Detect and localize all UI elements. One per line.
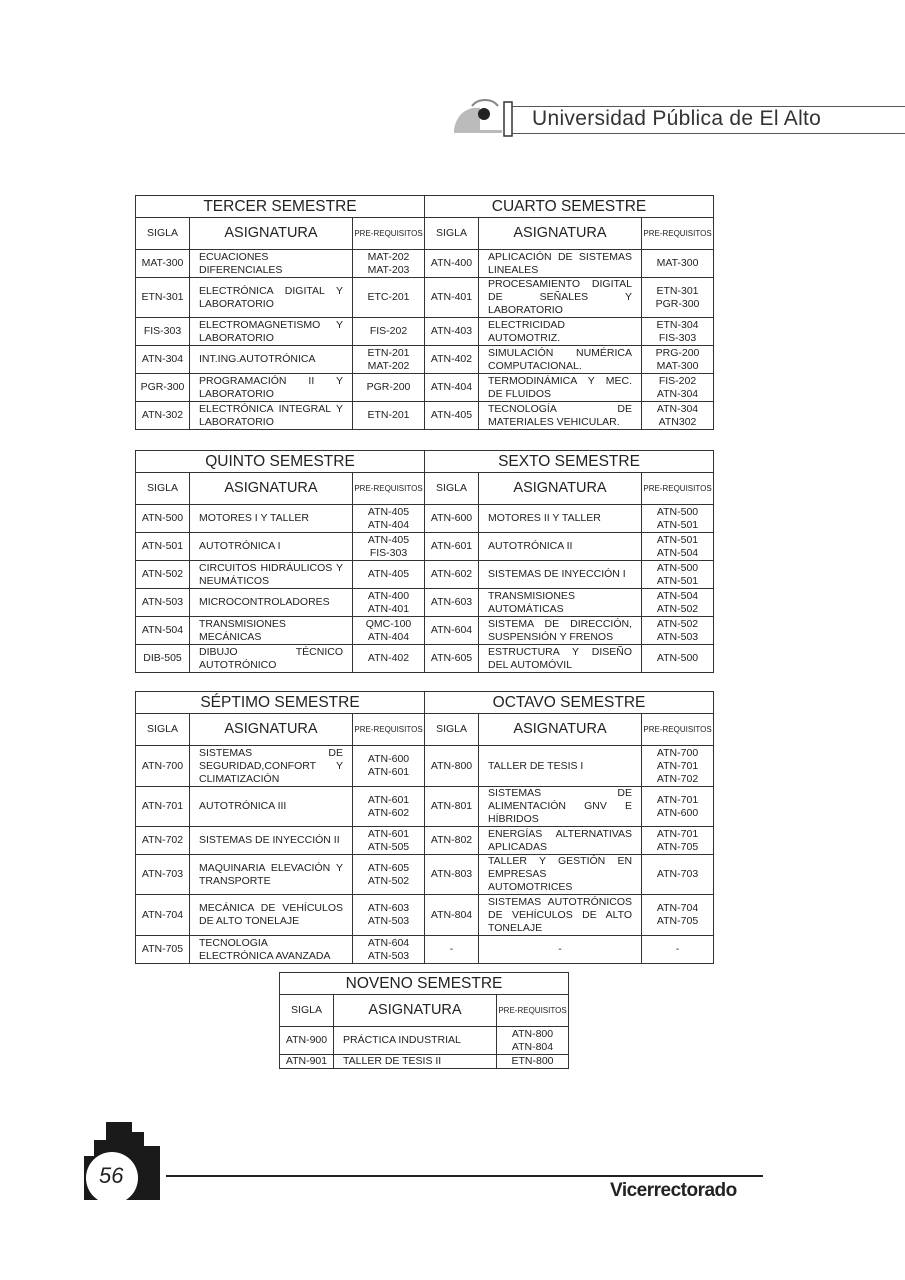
sigla-cell: ATN-901 [280,1055,334,1069]
semester-title: OCTAVO SEMESTRE [425,692,714,714]
asignatura-cell: TALLER Y GESTIÓN EN EMPRESAS AUTOMOTRICES [479,855,642,895]
asignatura-cell: AUTOTRÓNICA II [479,533,642,561]
asignatura-cell: AUTOTRÓNICA I [190,533,353,561]
semester-title: SEXTO SEMESTRE [425,451,714,473]
header-sigla: SIGLA [136,473,190,505]
prerequisitos-cell: ATN-405 [353,561,425,589]
prerequisitos-cell: ATN-700 ATN-701 ATN-702 [642,746,714,787]
prerequisitos-cell: ATN-502 ATN-503 [642,617,714,645]
asignatura-cell: AUTOTRÓNICA III [190,787,353,827]
table-row [136,318,714,346]
asignatura-cell: - [479,936,642,964]
header-sigla: SIGLA [425,473,479,505]
asignatura-cell: TECNOLOGIA ELECTRÓNICA AVANZADA [190,936,353,964]
prerequisitos-cell: PGR-200 [353,374,425,402]
header-sigla: SIGLA [136,714,190,746]
prerequisitos-cell: ATN-500 ATN-501 [642,505,714,533]
asignatura-cell: MOTORES II Y TALLER [479,505,642,533]
table-row [136,589,714,617]
header-sigla: SIGLA [136,218,190,250]
header-asignatura: ASIGNATURA [190,218,353,250]
sigla-cell: ATN-401 [425,278,479,318]
prerequisitos-cell: ATN-500 [642,645,714,673]
table-row [136,402,714,430]
table-row [136,827,714,855]
prerequisitos-cell: ATN-605 ATN-502 [353,855,425,895]
table-row [136,617,714,645]
asignatura-cell: SISTEMAS DE INYECCIÓN I [479,561,642,589]
prerequisitos-cell: ETN-201 [353,402,425,430]
asignatura-cell: SISTEMAS DE INYECCIÓN II [190,827,353,855]
prerequisitos-cell: FIS-202 ATN-304 [642,374,714,402]
prerequisitos-cell: PRG-200 MAT-300 [642,346,714,374]
noveno-semestre-table [279,972,569,1069]
prerequisitos-cell: ETN-301 PGR-300 [642,278,714,318]
table-row [136,746,714,787]
prerequisitos-cell: ATN-304 ATN302 [642,402,714,430]
header-sigla: SIGLA [280,995,334,1027]
asignatura-cell: SISTEMAS DE ALIMENTACIÓN GNV E HÍBRIDOS [479,787,642,827]
sigla-cell: ATN-501 [136,533,190,561]
asignatura-cell: TERMODINÁMICA Y MEC. DE FLUIDOS [479,374,642,402]
asignatura-cell: PROGRAMACIÓN II Y LABORATORIO [190,374,353,402]
sigla-cell: ATN-404 [425,374,479,402]
sigla-cell: ATN-400 [425,250,479,278]
prerequisitos-cell: MAT-202 MAT-203 [353,250,425,278]
prerequisitos-cell: ATN-405 FIS-303 [353,533,425,561]
sigla-cell: ETN-301 [136,278,190,318]
vicerrectorado-logo: Vicerrectorado [610,1180,737,1201]
header-asignatura: ASIGNATURA [190,714,353,746]
table-row [136,533,714,561]
header-asignatura: ASIGNATURA [190,473,353,505]
table-row [136,278,714,318]
header-prerequisitos: PRE-REQUISITOS [353,473,425,505]
sigla-cell: ATN-701 [136,787,190,827]
asignatura-cell: MICROCONTROLADORES [190,589,353,617]
prerequisitos-cell: ETC-201 [353,278,425,318]
sigla-cell: ATN-801 [425,787,479,827]
asignatura-cell: APLICACIÓN DE SISTEMAS LINEALES [479,250,642,278]
sigla-cell: ATN-402 [425,346,479,374]
sigla-cell: ATN-802 [425,827,479,855]
sigla-cell: MAT-300 [136,250,190,278]
asignatura-cell: ELECTRÓNICA INTEGRAL Y LABORATORIO [190,402,353,430]
prerequisitos-cell: MAT-300 [642,250,714,278]
semester-pair-table [135,691,714,964]
table-row [136,855,714,895]
semester-title: SÉPTIMO SEMESTRE [136,692,425,714]
table-row [136,346,714,374]
header-asignatura: ASIGNATURA [334,995,497,1027]
sigla-cell: ATN-900 [280,1027,334,1055]
table-row [136,374,714,402]
asignatura-cell: DIBUJO TÉCNICO AUTOTRÓNICO [190,645,353,673]
asignatura-cell: ELECTRÓNICA DIGITAL Y LABORATORIO [190,278,353,318]
header-sigla: SIGLA [425,714,479,746]
asignatura-cell: SISTEMAS DE SEGURIDAD,CONFORT Y CLIMATIZACIÓN [190,746,353,787]
semester-title: CUARTO SEMESTRE [425,196,714,218]
prerequisitos-cell: ATN-400 ATN-401 [353,589,425,617]
prerequisitos-cell: ETN-304 FIS-303 [642,318,714,346]
sigla-cell: PGR-300 [136,374,190,402]
asignatura-cell: MECÁNICA DE VEHÍCULOS DE ALTO TONELAJE [190,895,353,936]
table-row [280,1055,569,1069]
university-name: Universidad Pública de El Alto [532,107,822,130]
page-number-badge-icon [84,1122,164,1200]
sigla-cell: ATN-602 [425,561,479,589]
sigla-cell: ATN-700 [136,746,190,787]
table-row [280,1027,569,1055]
prerequisitos-cell: ATN-501 ATN-504 [642,533,714,561]
header-prerequisitos: PRE-REQUISITOS [642,218,714,250]
prerequisitos-cell: FIS-202 [353,318,425,346]
asignatura-cell: MOTORES I Y TALLER [190,505,353,533]
asignatura-cell: TRANSMISIONES MECÁNICAS [190,617,353,645]
sigla-cell: ATN-500 [136,505,190,533]
sigla-cell: ATN-803 [425,855,479,895]
header-asignatura: ASIGNATURA [479,218,642,250]
sigla-cell: ATN-601 [425,533,479,561]
sigla-cell: ATN-605 [425,645,479,673]
semester-pair-table [135,450,714,673]
prerequisitos-cell: ATN-701 ATN-600 [642,787,714,827]
header-prerequisitos: PRE-REQUISITOS [497,995,569,1027]
table-row [136,787,714,827]
semester-pair-table [135,195,714,430]
asignatura-cell: TECNOLOGÍA DE MATERIALES VEHICULAR. [479,402,642,430]
header-rule-bottom [512,133,905,134]
semester-title: NOVENO SEMESTRE [280,973,569,995]
prerequisitos-cell: ETN-201 MAT-202 [353,346,425,374]
sigla-cell: ATN-304 [136,346,190,374]
asignatura-cell: SIMULACIÓN NUMÉRICA COMPUTACIONAL. [479,346,642,374]
asignatura-cell: ELECTRICIDAD AUTOMOTRIZ. [479,318,642,346]
asignatura-cell: ENERGÍAS ALTERNATIVAS APLICADAS [479,827,642,855]
table-row [136,250,714,278]
asignatura-cell: MAQUINARIA ELEVACIÓN Y TRANSPORTE [190,855,353,895]
table-row [136,895,714,936]
prerequisitos-cell: ATN-601 ATN-505 [353,827,425,855]
prerequisitos-cell: ATN-604 ATN-503 [353,936,425,964]
prerequisitos-cell: ATN-603 ATN-503 [353,895,425,936]
sigla-cell: ATN-502 [136,561,190,589]
sigla-cell: ATN-603 [425,589,479,617]
prerequisitos-cell: ATN-704 ATN-705 [642,895,714,936]
prerequisitos-cell: QMC-100 ATN-404 [353,617,425,645]
sigla-cell: ATN-804 [425,895,479,936]
prerequisitos-cell: ATN-800 ATN-804 [497,1027,569,1055]
sigla-cell: - [425,936,479,964]
table-row [136,505,714,533]
sigla-cell: ATN-705 [136,936,190,964]
university-logo-icon [452,96,514,138]
sigla-cell: ATN-604 [425,617,479,645]
asignatura-cell: ESTRUCTURA Y DISEÑO DEL AUTOMÓVIL [479,645,642,673]
asignatura-cell: SISTEMAS AUTOTRÓNICOS DE VEHÍCULOS DE ALTO TONELAJE [479,895,642,936]
asignatura-cell: ELECTROMAGNETISMO Y LABORATORIO [190,318,353,346]
sigla-cell: ATN-704 [136,895,190,936]
sigla-cell: ATN-800 [425,746,479,787]
header-asignatura: ASIGNATURA [479,473,642,505]
table-row [136,936,714,964]
prerequisitos-cell: ATN-405 ATN-404 [353,505,425,533]
prerequisitos-cell: - [642,936,714,964]
prerequisitos-cell: ETN-800 [497,1055,569,1069]
semester-title: QUINTO SEMESTRE [136,451,425,473]
sigla-cell: ATN-302 [136,402,190,430]
prerequisitos-cell: ATN-504 ATN-502 [642,589,714,617]
page-number: 56 [99,1163,124,1188]
sigla-cell: ATN-702 [136,827,190,855]
sigla-cell: ATN-405 [425,402,479,430]
sigla-cell: ATN-403 [425,318,479,346]
asignatura-cell: INT.ING.AUTOTRÓNICA [190,346,353,374]
asignatura-cell: CIRCUITOS HIDRÁULICOS Y NEUMÁTICOS [190,561,353,589]
footer-rule [166,1175,763,1177]
header-prerequisitos: PRE-REQUISITOS [353,218,425,250]
header-sigla: SIGLA [425,218,479,250]
header-prerequisitos: PRE-REQUISITOS [642,473,714,505]
sigla-cell: ATN-703 [136,855,190,895]
asignatura-cell: ECUACIONES DIFERENCIALES [190,250,353,278]
sigla-cell: DIB-505 [136,645,190,673]
sigla-cell: ATN-504 [136,617,190,645]
prerequisitos-cell: ATN-703 [642,855,714,895]
table-row [136,561,714,589]
prerequisitos-cell: ATN-500 ATN-501 [642,561,714,589]
asignatura-cell: PROCESAMIENTO DIGITAL DE SEÑALES Y LABORATORIO [479,278,642,318]
asignatura-cell: TALLER DE TESIS I [479,746,642,787]
table-row [136,645,714,673]
header-prerequisitos: PRE-REQUISITOS [353,714,425,746]
sigla-cell: ATN-600 [425,505,479,533]
asignatura-cell: TRANSMISIONES AUTOMÁTICAS [479,589,642,617]
asignatura-cell: SISTEMA DE DIRECCIÓN, SUSPENSIÓN Y FRENOS [479,617,642,645]
asignatura-cell: PRÁCTICA INDUSTRIAL [334,1027,497,1055]
sigla-cell: ATN-503 [136,589,190,617]
prerequisitos-cell: ATN-600 ATN-601 [353,746,425,787]
semester-title: TERCER SEMESTRE [136,196,425,218]
header-prerequisitos: PRE-REQUISITOS [642,714,714,746]
prerequisitos-cell: ATN-701 ATN-705 [642,827,714,855]
prerequisitos-cell: ATN-402 [353,645,425,673]
sigla-cell: FIS-303 [136,318,190,346]
header-asignatura: ASIGNATURA [479,714,642,746]
prerequisitos-cell: ATN-601 ATN-602 [353,787,425,827]
asignatura-cell: TALLER DE TESIS II [334,1055,497,1069]
